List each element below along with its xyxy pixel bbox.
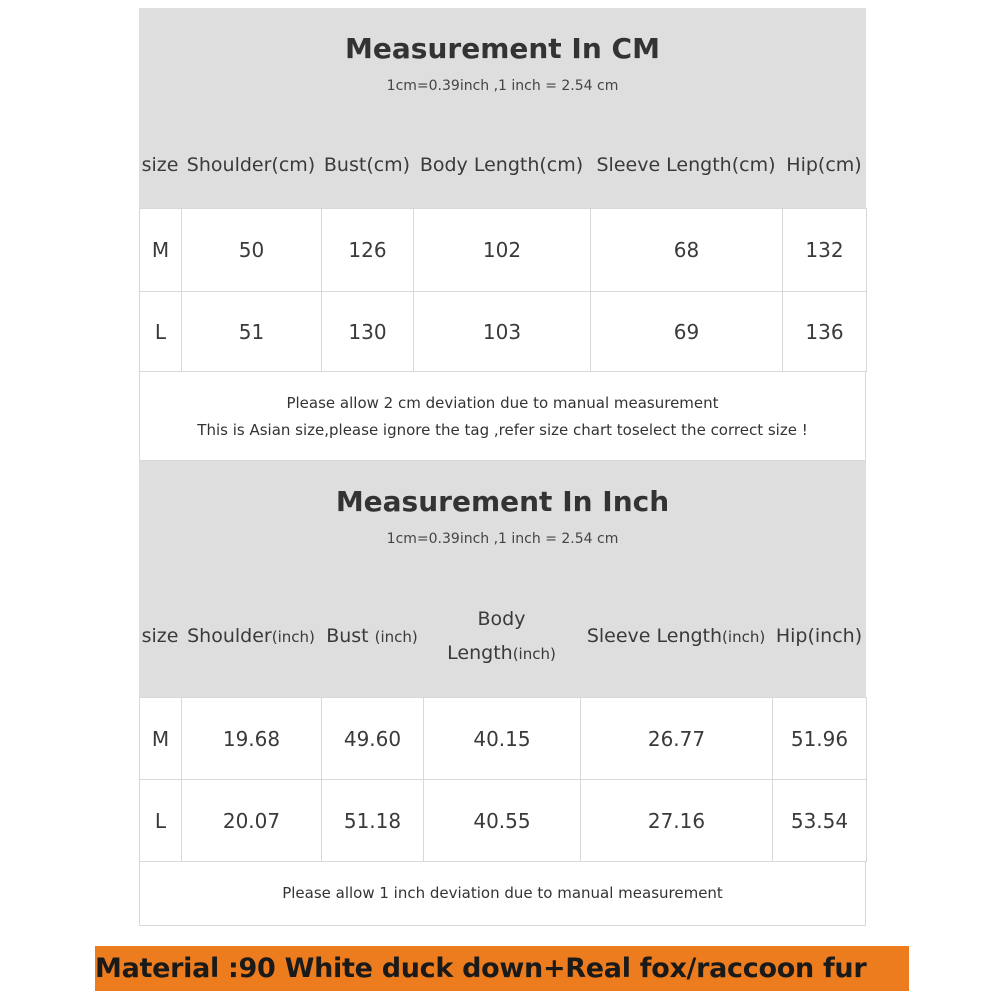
inch-header-shoulder (181, 625, 321, 647)
inch-header-body-length (423, 602, 580, 671)
inch-header-shoulder-unit: (inch) (271, 628, 315, 646)
inch-subtitle: 1cm=0.39inch ,1 inch = 2.54 cm (386, 531, 619, 547)
cm-l-hip: 136 (783, 292, 867, 372)
cm-l-body-length: 103 (414, 292, 591, 372)
table-row (140, 209, 867, 292)
cm-header-bust: Bust(cm) (323, 154, 411, 176)
inch-l-size: L (140, 780, 182, 862)
table-row (140, 698, 867, 780)
inch-header-size: size (141, 625, 179, 647)
inch-m-hip: 51.96 (773, 698, 867, 780)
cm-m-shoulder: 50 (182, 209, 322, 292)
inch-header-shoulder-label: Shoulder (187, 625, 272, 647)
inch-header-bust-unit: (inch) (374, 628, 418, 646)
inch-m-size: M (140, 698, 182, 780)
cm-table (139, 208, 867, 372)
inch-m-sleeve-length: 26.77 (581, 698, 773, 780)
inch-header-bust-label: Bust (326, 625, 375, 647)
inch-header-body-label: Length (447, 641, 513, 664)
cm-note (139, 372, 866, 461)
inch-m-bust: 49.60 (322, 698, 424, 780)
cm-column-headers (139, 150, 866, 180)
inch-header-hip: Hip(inch) (775, 625, 863, 647)
cm-note-line-1: Please allow 2 cm deviation due to manual measurement (286, 394, 719, 412)
table-row (140, 292, 867, 372)
cm-header-shoulder: Shoulder(cm) (186, 154, 316, 176)
inch-header-body-unit: (inch) (512, 644, 556, 663)
table-row (140, 780, 867, 862)
inch-l-shoulder: 20.07 (182, 780, 322, 862)
cm-m-size: M (140, 209, 182, 292)
cm-m-hip: 132 (783, 209, 867, 292)
cm-l-bust: 130 (322, 292, 414, 372)
material-banner (95, 946, 909, 991)
inch-m-shoulder: 19.68 (182, 698, 322, 780)
inch-section-header (139, 461, 866, 697)
material-text: Material :90 White duck down+Real fox/raccoon fur (95, 953, 867, 984)
cm-title: Measurement In CM (345, 32, 660, 65)
inch-table (139, 697, 867, 862)
cm-note-line-2: This is Asian size,please ignore the tag ,refer size chart toselect the correct size ! (197, 421, 808, 439)
inch-column-headers (139, 601, 866, 671)
inch-header-sleeve-label: Sleeve Length (586, 625, 723, 647)
inch-m-body-length: 40.15 (424, 698, 581, 780)
inch-header-body-line-1: Body (477, 607, 526, 630)
inch-l-body-length: 40.55 (424, 780, 581, 862)
inch-note-text: Please allow 1 inch deviation due to manual measurement (282, 884, 723, 902)
inch-header-sleeve-unit: (inch) (722, 628, 766, 646)
cm-l-sleeve-length: 69 (591, 292, 783, 372)
cm-header-body-length: Body Length(cm) (419, 154, 584, 176)
cm-header-hip: Hip(cm) (786, 154, 862, 176)
inch-note (139, 862, 866, 926)
inch-l-sleeve-length: 27.16 (581, 780, 773, 862)
cm-subtitle: 1cm=0.39inch ,1 inch = 2.54 cm (386, 78, 619, 94)
size-chart (139, 8, 866, 926)
inch-header-body-line-2 (423, 636, 580, 671)
cm-m-body-length: 102 (414, 209, 591, 292)
inch-header-bust (321, 625, 423, 647)
cm-header-sleeve-length: Sleeve Length(cm) (596, 154, 776, 176)
cm-l-shoulder: 51 (182, 292, 322, 372)
cm-header-size: size (141, 154, 179, 176)
cm-section-header (139, 8, 866, 208)
inch-l-hip: 53.54 (773, 780, 867, 862)
inch-l-bust: 51.18 (322, 780, 424, 862)
inch-header-sleeve-length (580, 625, 772, 647)
cm-l-size: L (140, 292, 182, 372)
inch-title: Measurement In Inch (335, 485, 670, 518)
cm-m-sleeve-length: 68 (591, 209, 783, 292)
cm-m-bust: 126 (322, 209, 414, 292)
